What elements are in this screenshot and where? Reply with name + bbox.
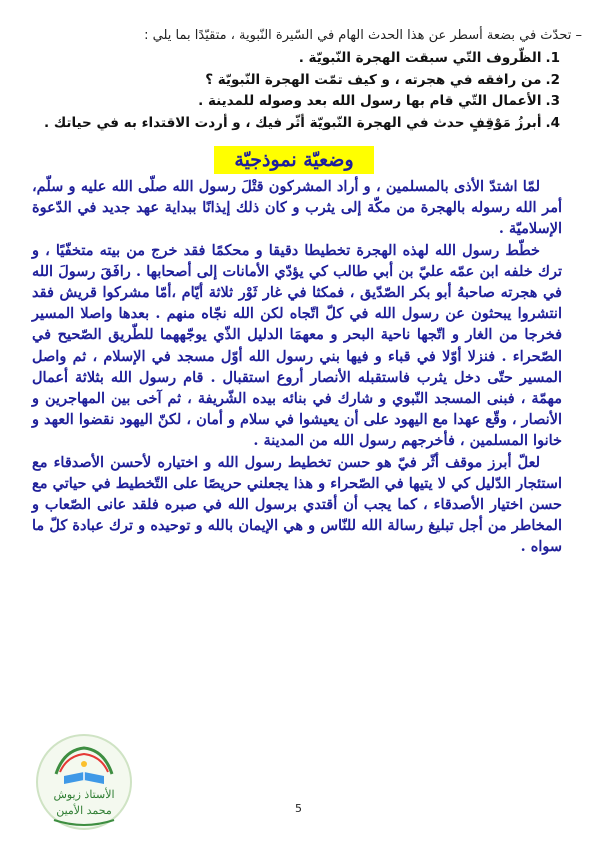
paragraph: لعلّ أبرز موقف أثّر فيّ هو حسن تخطيط رسول الله و اختياره لأحسن الأصدقاء مع استئجار الدّليل كي لا يتيها في الصّحراء و هذا يجعلني حريصًا على التّخطيط في حياتي مع حسن اختيار الأصدقاء ، كما يجب أن أقتدي برسول الله في صبره فلقد عانى الصّعاب و المخاطر من أجل تبليغ رسالة الله للنّاس و هي الإيمان بالله و توحيده و ترك عبادة كلّ ما سواه . <box>32 453 562 556</box>
teacher-logo <box>34 732 134 832</box>
logo-text: الأستاذ زيوش <box>53 788 115 801</box>
question-item <box>40 70 560 92</box>
question-item <box>40 113 560 135</box>
question-number: 2. <box>545 71 560 88</box>
question-text: أبرزُ مَوْقِفٍ حدث في الهجرة النّبويّة أثّر فيك ، و أردت الاقتداء به في حياتك . <box>43 114 542 131</box>
question-number: 3. <box>545 93 560 109</box>
essay-body <box>32 176 562 558</box>
question-list <box>40 48 560 134</box>
paragraph: خطّط رسول الله لهذه الهجرة تخطيطا دقيقا و محكمًا فقد خرج من بيته متخفّيًا ، و ترك خلفه ابن عمّه عليّ بن أبي طالب كي يؤدّي الأمانات إلى أصحابها . رافَقَ رسولَ الله في هجرته صاحبهُ أبو بكر الصّدّيق ، فمكثا في غار ثَوْر ثلاثة أيّام ،أمّا مشركوا قريش فقد انتشروا يبحثون عن رسول الله في كلّ اتّجاه لكن الله نجّاه منهم . بعدها واصلا المسير فخرجا من الغار و اتّجها ناحية البحر و معهمَا الدليل الذّي يوجّههما للطّريق الصّحيح في الصّحراء . فنزلا أوّلا في قباء و فيها بني رسول الله أوّل مسجد في الإسلام ، ثم واصل المسير حتّى دخل يثرب فاستقبله الأنصار أروع استقبال . قام رسول الله بثلاثة أعمال مهمّة ، فبنى المسجد النّبوي و شارك في بنائه بيده الشّريفة ، ثم آخى بين المهاجرين و الأنصار ، وقّع عهدا مع اليهود على أن يعيشوا في سلام و أمان ، لكنّ اليهود نقضوا العهد و خانوا المسلمين ، فأخرجهم رسول الله من المدينة . <box>32 241 562 450</box>
instruction-text: – تحدّث في بضعة أسطر عن هذا الحدث الهام في السّيرة النّبوية ، متقيّدًا بما يلي : <box>144 28 582 43</box>
question-text: الظّروف التّي سبقت الهجرة النّبويّة . <box>298 50 542 66</box>
paragraph: لمّا اشتدّ الأذى بالمسلمين ، و أراد المشركون قتْلَ رسول الله صلّى الله عليه و سلّم، أمر الله رسوله بالهجرة من مكّة إلى يثرب و كان ذلك إيذانًا ببداية عهد جديد في الدّعوة الإسلاميّة . <box>32 178 562 238</box>
question-number: 1. <box>545 50 560 66</box>
section-title-highlight <box>214 146 374 174</box>
page-number: 5 <box>295 802 302 815</box>
question-item <box>40 48 560 70</box>
question-text: الأعمال التّي قام بها رسول الله بعد وصوله للمدينة . <box>198 93 542 109</box>
question-number: 4. <box>545 114 560 131</box>
logo-emblem <box>34 732 134 832</box>
question-text: من رافقه في هجرته ، و كيف تمّت الهجرة النّبويّة ؟ <box>205 71 542 88</box>
section-title: وضعيّة نموذجيّة <box>234 149 354 171</box>
question-item <box>40 91 560 113</box>
logo-text: محمد الأمين <box>56 804 112 817</box>
